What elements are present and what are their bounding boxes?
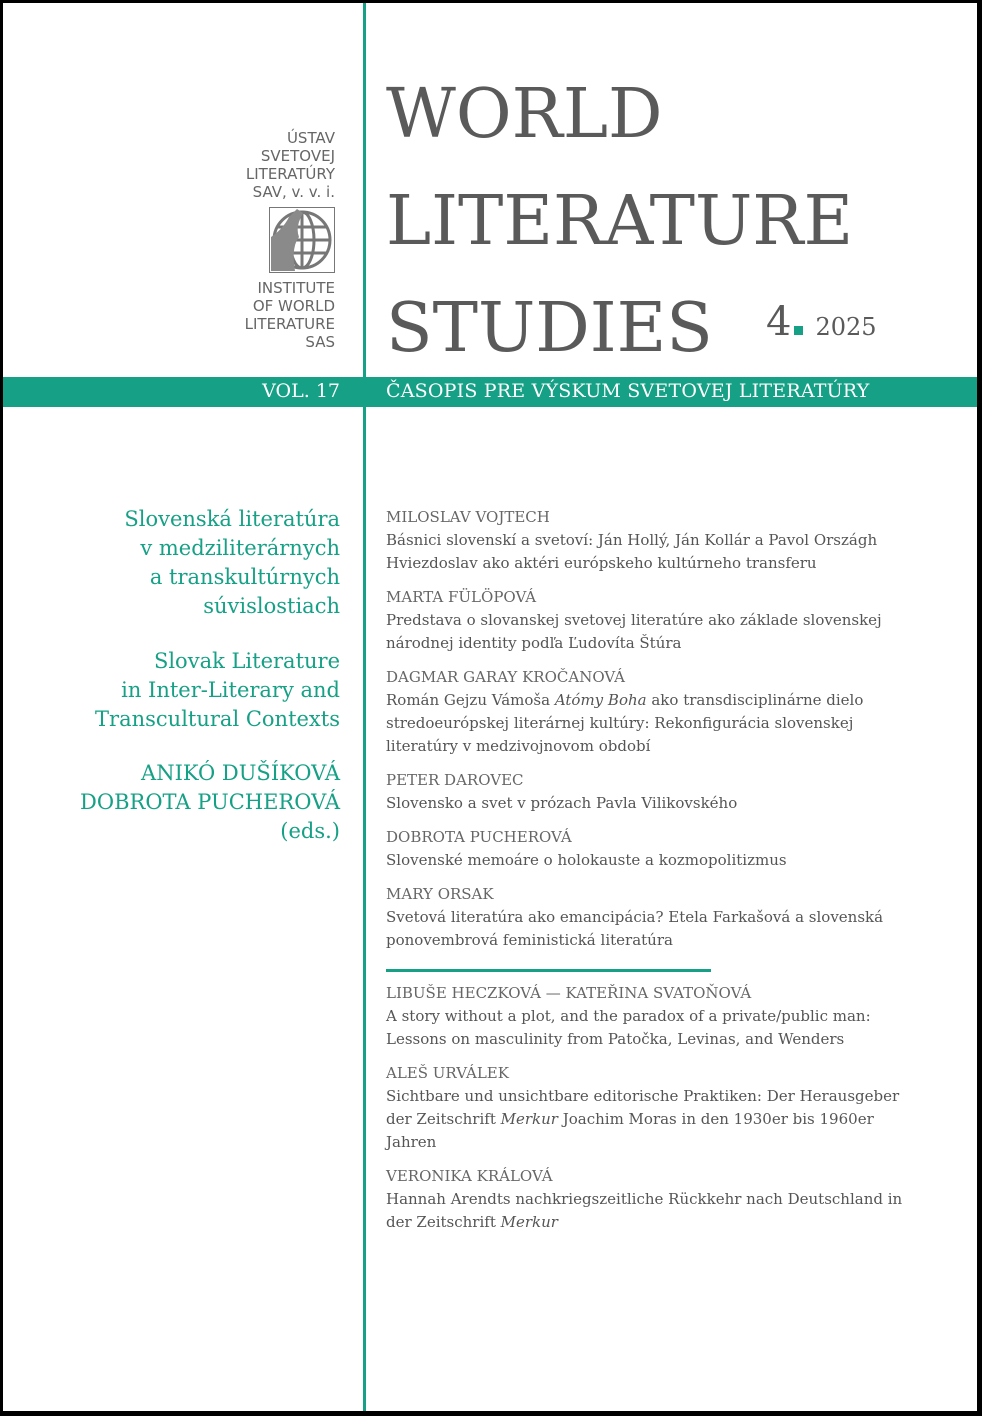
toc-entry	[386, 666, 906, 758]
institute-name-sk-line-1: ÚSTAV	[286, 129, 335, 147]
toc-title-part: Román Gejzu Vámoša	[386, 691, 555, 709]
theme-title-sk-line-2: v medziliterárnych	[140, 536, 340, 560]
theme-title-en-line-1: Slovak Literature	[153, 649, 340, 673]
toc-entry	[386, 1165, 906, 1234]
journal-title-line-2: LITERATURE	[386, 182, 854, 261]
toc-entry	[386, 586, 906, 655]
editor-2: DOBROTA PUCHEROVÁ	[80, 790, 340, 814]
table-of-contents	[386, 506, 906, 1245]
editors-suffix: (eds.)	[280, 819, 340, 843]
toc-author: DAGMAR GARAY KROČANOVÁ	[386, 668, 626, 686]
institute-name-en-line-2: OF WORLD	[252, 297, 335, 315]
toc-title-italic: Atómy Boha	[554, 691, 647, 709]
toc-title-italic: Merkur	[500, 1110, 558, 1128]
toc-title: Slovensko a svet v prózach Pavla Vilikovského	[386, 794, 738, 812]
institute-logo	[225, 129, 335, 351]
issue-year: 2025	[815, 313, 877, 341]
toc-title: Slovenské memoáre o holokauste a kozmopolitizmus	[386, 851, 787, 869]
toc-author: PETER DAROVEC	[386, 771, 524, 789]
toc-title-italic: Merkur	[500, 1213, 558, 1231]
institute-name-en-line-1: INSTITUTE	[257, 279, 335, 297]
theme-title-en-line-2: in Inter-Literary and	[121, 678, 340, 702]
toc-title: Básnici slovenskí a svetoví: Ján Hollý, Ján Kollár a Pavol Országh Hviezdoslav ako aktéri európskeho kultúrneho transferu	[386, 531, 878, 572]
toc-title	[386, 1085, 906, 1154]
vertical-divider	[363, 3, 366, 1411]
journal-title-line-1: WORLD	[386, 75, 663, 154]
theme-title-sk-line-4: súvislostiach	[203, 594, 340, 618]
toc-title-part: ako transdisciplinárne dielo stredoeurópskej literárnej kultúry: Rekonfigurácia slovenskej literatúry v medzivojnovom období	[386, 691, 864, 755]
toc-title: Svetová literatúra ako emancipácia? Etela Farkašová a slovenská ponovembrová feministická literatúra	[386, 908, 884, 949]
toc-title: A story without a plot, and the paradox of a private/public man: Lessons on masculinity from Patočka, Levinas, and Wenders	[386, 1007, 871, 1048]
theme-editors	[40, 759, 340, 846]
toc-author: MILOSLAV VOJTECH	[386, 508, 550, 526]
volume-label: VOL. 17	[262, 380, 340, 402]
globe-emblem-icon	[269, 207, 335, 273]
institute-name-sk-line-3: LITERATÚRY	[245, 165, 335, 183]
toc-author: ALEŠ URVÁLEK	[386, 1064, 509, 1082]
theme-title-en-line-3: Transcultural Contexts	[95, 707, 340, 731]
institute-name-en-line-4: SAS	[305, 333, 335, 351]
toc-title-part: Sichtbare und unsichtbare editorische Praktiken: Der Herausgeber der Zeitschrift	[386, 1087, 900, 1128]
toc-entry	[386, 1062, 906, 1154]
toc-title	[386, 1188, 906, 1234]
toc-title	[386, 689, 906, 758]
toc-entry	[386, 982, 906, 1051]
theme-title-en	[40, 647, 340, 734]
toc-title-part: Joachim Moras in den 1930er bis 1960er Jahren	[386, 1110, 874, 1151]
institute-name-en-line-3: LITERATURE	[244, 315, 335, 333]
issue-info	[766, 299, 877, 345]
theme-title-sk-line-3: a transkultúrnych	[149, 565, 340, 589]
toc-entry	[386, 506, 906, 575]
toc-author: MARTA FÜLÖPOVÁ	[386, 588, 537, 606]
editor-1: ANIKÓ DUŠÍKOVÁ	[141, 761, 340, 785]
institute-name-sk-line-2: SVETOVEJ	[260, 147, 335, 165]
toc-author: LIBUŠE HECZKOVÁ — KATEŘINA SVATOŇOVÁ	[386, 984, 752, 1002]
theme-title-sk	[40, 505, 340, 621]
toc-title-part: Hannah Arendts nachkriegszeitliche Rückkehr nach Deutschland in der Zeitschrift	[386, 1190, 903, 1231]
journal-cover	[3, 3, 977, 1411]
toc-entry	[386, 826, 906, 872]
toc-entry	[386, 883, 906, 952]
institute-name-sk-line-4: SAV, v. v. i.	[252, 183, 335, 201]
section-separator	[386, 969, 711, 972]
toc-author: DOBROTA PUCHEROVÁ	[386, 828, 572, 846]
issue-dot	[794, 326, 803, 335]
journal-title-line-3: STUDIES	[386, 289, 713, 368]
toc-author: MARY ORSAK	[386, 885, 494, 903]
toc-author: VERONIKA KRÁLOVÁ	[386, 1167, 553, 1185]
journal-subtitle: ČASOPIS PRE VÝSKUM SVETOVEJ LITERATÚRY	[386, 380, 870, 402]
issue-number: 4	[766, 299, 792, 345]
toc-entry	[386, 769, 906, 815]
toc-title: Predstava o slovanskej svetovej literatúre ako základe slovenskej národnej identity podľa Ľudovíta Štúra	[386, 611, 882, 652]
theme-title-sk-line-1: Slovenská literatúra	[124, 507, 340, 531]
